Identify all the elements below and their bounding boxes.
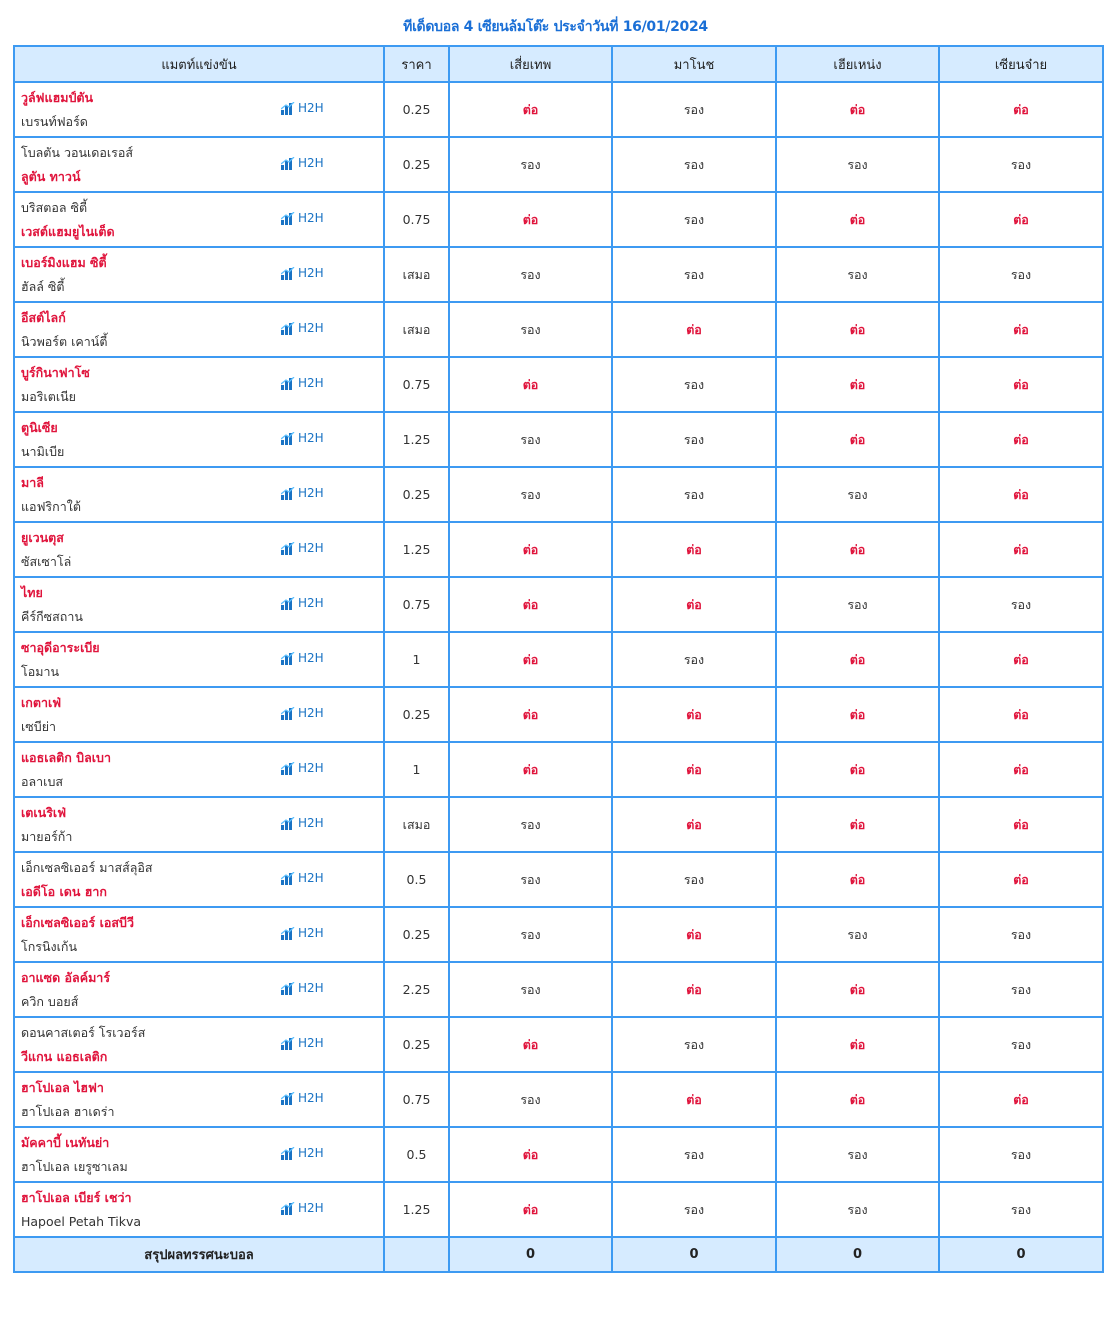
h2h-link[interactable] bbox=[281, 266, 324, 280]
h2h-label: H2H bbox=[298, 266, 324, 280]
tip-cell-2: ต่อ bbox=[612, 687, 776, 742]
tip-cell-2: รอง bbox=[612, 82, 776, 137]
h2h-link[interactable] bbox=[281, 706, 324, 720]
h2h-label: H2H bbox=[298, 761, 324, 775]
bar-chart-icon bbox=[281, 927, 295, 940]
h2h-label: H2H bbox=[298, 101, 324, 115]
match-cell bbox=[14, 577, 384, 632]
h2h-link[interactable] bbox=[281, 651, 324, 665]
tip-cell-1: ต่อ bbox=[449, 632, 612, 687]
away-team: วีแกน แอธเลติก bbox=[21, 1048, 108, 1064]
tip-cell-4: ต่อ bbox=[939, 302, 1103, 357]
tip-cell-3: ต่อ bbox=[776, 412, 939, 467]
tip-cell-1: รอง bbox=[449, 797, 612, 852]
h2h-label: H2H bbox=[298, 871, 324, 885]
tip-cell-2: ต่อ bbox=[612, 907, 776, 962]
match-row bbox=[14, 577, 1103, 632]
tip-cell-1: รอง bbox=[449, 1072, 612, 1127]
home-team: อีสต์ไลก์ bbox=[21, 309, 66, 325]
odds-cell: 0.75 bbox=[384, 577, 449, 632]
match-cell bbox=[14, 632, 384, 687]
h2h-link[interactable] bbox=[281, 1201, 324, 1215]
h2h-label: H2H bbox=[298, 816, 324, 830]
tip-cell-4: รอง bbox=[939, 1127, 1103, 1182]
h2h-label: H2H bbox=[298, 156, 324, 170]
odds-cell: 0.25 bbox=[384, 687, 449, 742]
tip-cell-4: ต่อ bbox=[939, 82, 1103, 137]
odds-cell: 0.75 bbox=[384, 1072, 449, 1127]
match-row bbox=[14, 1127, 1103, 1182]
h2h-link[interactable] bbox=[281, 541, 324, 555]
odds-cell: 0.25 bbox=[384, 1017, 449, 1072]
match-row bbox=[14, 247, 1103, 302]
tip-cell-1: รอง bbox=[449, 467, 612, 522]
tip-cell-4: ต่อ bbox=[939, 192, 1103, 247]
away-team: คีร์กีซสถาน bbox=[21, 608, 83, 624]
away-team: ฮาโปเอล ฮาเดร่า bbox=[21, 1103, 115, 1119]
page-title: ทีเด็ดบอล 4 เซียนล้มโต๊ะ ประจำวันที่ 16/01/2024 bbox=[403, 19, 708, 35]
summary-label: สรุปผลทรรศนะบอล bbox=[14, 1237, 384, 1272]
header-odds: ราคา bbox=[384, 46, 449, 82]
match-cell bbox=[14, 302, 384, 357]
h2h-link[interactable] bbox=[281, 1146, 324, 1160]
tip-cell-2: รอง bbox=[612, 852, 776, 907]
match-cell bbox=[14, 687, 384, 742]
tip-cell-3: รอง bbox=[776, 1182, 939, 1237]
home-team: ฮาโปเอล ไฮฟา bbox=[21, 1079, 104, 1095]
home-team: มาลี bbox=[21, 474, 44, 490]
home-team: โบลตัน วอนเดอเรอส์ bbox=[21, 144, 134, 160]
summary-score-2: 0 bbox=[612, 1237, 776, 1272]
match-cell bbox=[14, 797, 384, 852]
match-cell bbox=[14, 962, 384, 1017]
tip-cell-1: รอง bbox=[449, 412, 612, 467]
tip-cell-2: ต่อ bbox=[612, 1072, 776, 1127]
away-team: Hapoel Petah Tikva bbox=[21, 1213, 142, 1229]
tip-cell-2: ต่อ bbox=[612, 742, 776, 797]
tip-cell-1: ต่อ bbox=[449, 742, 612, 797]
tip-cell-2: รอง bbox=[612, 1182, 776, 1237]
header-tipster-1: เสี่ยเทพ bbox=[449, 46, 612, 82]
h2h-label: H2H bbox=[298, 596, 324, 610]
h2h-label: H2H bbox=[298, 431, 324, 445]
match-cell bbox=[14, 1182, 384, 1237]
tip-cell-3: ต่อ bbox=[776, 797, 939, 852]
away-team: เอดีโอ เดน ฮาก bbox=[21, 883, 107, 899]
match-cell bbox=[14, 522, 384, 577]
summary-row bbox=[14, 1237, 1103, 1272]
h2h-label: H2H bbox=[298, 981, 324, 995]
home-team: ซาอุดีอาระเบีย bbox=[21, 639, 100, 655]
home-team: แอธเลติก บิลเบา bbox=[21, 749, 111, 765]
home-team: เตเนริเฟ่ bbox=[21, 804, 67, 820]
away-team: ฮาโปเอล เยรูซาเลม bbox=[21, 1158, 128, 1174]
bar-chart-icon bbox=[281, 982, 295, 995]
tip-cell-3: ต่อ bbox=[776, 192, 939, 247]
h2h-link[interactable] bbox=[281, 1091, 324, 1105]
odds-cell: เสมอ bbox=[384, 302, 449, 357]
tip-cell-2: รอง bbox=[612, 467, 776, 522]
odds-cell: 1.25 bbox=[384, 1182, 449, 1237]
home-team: เอ็กเซลซิเออร์ เอสบีวี bbox=[21, 914, 134, 930]
h2h-label: H2H bbox=[298, 486, 324, 500]
tip-cell-3: ต่อ bbox=[776, 302, 939, 357]
h2h-link[interactable] bbox=[281, 211, 324, 225]
tip-cell-1: รอง bbox=[449, 962, 612, 1017]
h2h-link[interactable] bbox=[281, 871, 324, 885]
h2h-link[interactable] bbox=[281, 981, 324, 995]
bar-chart-icon bbox=[281, 1037, 295, 1050]
tip-cell-4: ต่อ bbox=[939, 852, 1103, 907]
tip-cell-4: ต่อ bbox=[939, 412, 1103, 467]
bar-chart-icon bbox=[281, 542, 295, 555]
tip-cell-1: รอง bbox=[449, 852, 612, 907]
match-row bbox=[14, 1017, 1103, 1072]
match-row bbox=[14, 412, 1103, 467]
bar-chart-icon bbox=[281, 157, 295, 170]
away-team: มอริเตเนีย bbox=[21, 388, 76, 404]
odds-cell: 0.5 bbox=[384, 1127, 449, 1182]
bar-chart-icon bbox=[281, 652, 295, 665]
tip-cell-2: รอง bbox=[612, 192, 776, 247]
tip-cell-4: รอง bbox=[939, 137, 1103, 192]
tip-cell-1: ต่อ bbox=[449, 687, 612, 742]
home-team: ไทย bbox=[21, 584, 43, 600]
tip-cell-1: ต่อ bbox=[449, 192, 612, 247]
match-row bbox=[14, 522, 1103, 577]
bar-chart-icon bbox=[281, 267, 295, 280]
h2h-label: H2H bbox=[298, 1091, 324, 1105]
odds-cell: 1 bbox=[384, 742, 449, 797]
tips-table bbox=[13, 45, 1104, 1273]
tip-cell-4: ต่อ bbox=[939, 357, 1103, 412]
h2h-label: H2H bbox=[298, 1036, 324, 1050]
h2h-label: H2H bbox=[298, 1201, 324, 1215]
h2h-label: H2H bbox=[298, 1146, 324, 1160]
match-cell bbox=[14, 1017, 384, 1072]
header-row bbox=[14, 46, 1103, 82]
away-team: โอมาน bbox=[21, 663, 60, 679]
h2h-label: H2H bbox=[298, 376, 324, 390]
h2h-link[interactable] bbox=[281, 376, 324, 390]
tip-cell-3: รอง bbox=[776, 577, 939, 632]
match-row bbox=[14, 797, 1103, 852]
tip-cell-1: ต่อ bbox=[449, 577, 612, 632]
tip-cell-4: ต่อ bbox=[939, 742, 1103, 797]
tip-cell-3: ต่อ bbox=[776, 1072, 939, 1127]
match-row bbox=[14, 357, 1103, 412]
odds-cell: 0.25 bbox=[384, 907, 449, 962]
tip-cell-2: รอง bbox=[612, 357, 776, 412]
match-cell bbox=[14, 192, 384, 247]
summary-score-3: 0 bbox=[776, 1237, 939, 1272]
tip-cell-1: รอง bbox=[449, 137, 612, 192]
tip-cell-3: ต่อ bbox=[776, 742, 939, 797]
match-row bbox=[14, 467, 1103, 522]
h2h-link[interactable] bbox=[281, 321, 324, 335]
odds-cell: เสมอ bbox=[384, 247, 449, 302]
bar-chart-icon bbox=[281, 597, 295, 610]
home-team: ฮาโปเอล เบียร์ เชว่า bbox=[21, 1189, 132, 1205]
header-tipster-4: เซียนจ๋าย bbox=[939, 46, 1103, 82]
match-cell bbox=[14, 907, 384, 962]
tip-cell-3: ต่อ bbox=[776, 687, 939, 742]
tip-cell-4: ต่อ bbox=[939, 522, 1103, 577]
tip-cell-2: ต่อ bbox=[612, 962, 776, 1017]
tip-cell-1: ต่อ bbox=[449, 1127, 612, 1182]
home-team: อาแซด อัลค์มาร์ bbox=[21, 969, 111, 985]
bar-chart-icon bbox=[281, 1092, 295, 1105]
away-team: เบรนท์ฟอร์ด bbox=[21, 113, 88, 129]
match-cell bbox=[14, 1072, 384, 1127]
bar-chart-icon bbox=[281, 762, 295, 775]
odds-cell: 0.25 bbox=[384, 467, 449, 522]
tip-cell-2: รอง bbox=[612, 137, 776, 192]
tip-cell-3: ต่อ bbox=[776, 357, 939, 412]
match-row bbox=[14, 302, 1103, 357]
tip-cell-3: ต่อ bbox=[776, 962, 939, 1017]
match-cell bbox=[14, 137, 384, 192]
tip-cell-1: ต่อ bbox=[449, 82, 612, 137]
match-row bbox=[14, 137, 1103, 192]
tip-cell-4: ต่อ bbox=[939, 467, 1103, 522]
tip-cell-4: ต่อ bbox=[939, 687, 1103, 742]
tip-cell-2: ต่อ bbox=[612, 522, 776, 577]
home-team: วูล์ฟแฮมป์ตัน bbox=[21, 89, 94, 105]
match-row bbox=[14, 687, 1103, 742]
away-team: โกรนิงเก้น bbox=[21, 938, 78, 954]
match-cell bbox=[14, 852, 384, 907]
home-team: เอ็กเซลซิเออร์ มาสส์ลุอิส bbox=[21, 859, 153, 875]
match-row bbox=[14, 1072, 1103, 1127]
home-team: ดอนคาสเตอร์ โรเวอร์ส bbox=[21, 1024, 146, 1040]
tip-cell-3: ต่อ bbox=[776, 1017, 939, 1072]
away-team: อลาเบส bbox=[21, 773, 64, 789]
match-row bbox=[14, 742, 1103, 797]
h2h-label: H2H bbox=[298, 541, 324, 555]
h2h-link[interactable] bbox=[281, 431, 324, 445]
match-row bbox=[14, 907, 1103, 962]
summary-score-4: 0 bbox=[939, 1237, 1103, 1272]
away-team: ควิก บอยส์ bbox=[21, 993, 79, 1009]
h2h-label: H2H bbox=[298, 926, 324, 940]
tip-cell-3: ต่อ bbox=[776, 632, 939, 687]
h2h-link[interactable] bbox=[281, 101, 324, 115]
h2h-link[interactable] bbox=[281, 596, 324, 610]
odds-cell: 0.25 bbox=[384, 137, 449, 192]
tip-cell-3: รอง bbox=[776, 467, 939, 522]
bar-chart-icon bbox=[281, 377, 295, 390]
tip-cell-3: รอง bbox=[776, 907, 939, 962]
tip-cell-4: รอง bbox=[939, 1182, 1103, 1237]
odds-cell: 1.25 bbox=[384, 522, 449, 577]
header-match: แมตท์แข่งขัน bbox=[14, 46, 384, 82]
away-team: ซัสเซาโล่ bbox=[21, 553, 72, 569]
odds-cell: 0.5 bbox=[384, 852, 449, 907]
header-tipster-2: มาโนช bbox=[612, 46, 776, 82]
tip-cell-1: ต่อ bbox=[449, 357, 612, 412]
summary-score-1: 0 bbox=[449, 1237, 612, 1272]
tip-cell-4: รอง bbox=[939, 1017, 1103, 1072]
away-team: ลูตัน ทาวน์ bbox=[21, 168, 81, 184]
odds-cell: 2.25 bbox=[384, 962, 449, 1017]
bar-chart-icon bbox=[281, 212, 295, 225]
match-cell bbox=[14, 742, 384, 797]
h2h-label: H2H bbox=[298, 211, 324, 225]
away-team: นามิเบีย bbox=[21, 443, 65, 459]
tip-cell-2: รอง bbox=[612, 1127, 776, 1182]
tip-cell-2: รอง bbox=[612, 632, 776, 687]
bar-chart-icon bbox=[281, 322, 295, 335]
tip-cell-1: ต่อ bbox=[449, 522, 612, 577]
odds-cell: 0.75 bbox=[384, 192, 449, 247]
summary-odds bbox=[384, 1237, 449, 1272]
odds-cell: เสมอ bbox=[384, 797, 449, 852]
bar-chart-icon bbox=[281, 817, 295, 830]
away-team: นิวพอร์ต เคาน์ตี้ bbox=[21, 333, 108, 349]
tip-cell-2: รอง bbox=[612, 247, 776, 302]
tip-cell-3: ต่อ bbox=[776, 522, 939, 577]
tip-cell-1: ต่อ bbox=[449, 1017, 612, 1072]
h2h-link[interactable] bbox=[281, 1036, 324, 1050]
match-cell bbox=[14, 247, 384, 302]
match-row bbox=[14, 962, 1103, 1017]
h2h-link[interactable] bbox=[281, 156, 324, 170]
tip-cell-2: รอง bbox=[612, 412, 776, 467]
tip-cell-3: รอง bbox=[776, 247, 939, 302]
tip-cell-4: ต่อ bbox=[939, 1072, 1103, 1127]
away-team: มายอร์ก้า bbox=[21, 828, 73, 844]
match-row bbox=[14, 192, 1103, 247]
tip-cell-4: รอง bbox=[939, 577, 1103, 632]
odds-cell: 0.25 bbox=[384, 82, 449, 137]
away-team: ฮัลล์ ซิตี้ bbox=[21, 278, 65, 294]
tip-cell-4: ต่อ bbox=[939, 797, 1103, 852]
match-cell bbox=[14, 82, 384, 137]
odds-cell: 1.25 bbox=[384, 412, 449, 467]
h2h-link[interactable] bbox=[281, 486, 324, 500]
tip-cell-1: รอง bbox=[449, 907, 612, 962]
tip-cell-1: ต่อ bbox=[449, 1182, 612, 1237]
away-team: แอฟริกาใต้ bbox=[21, 498, 81, 514]
bar-chart-icon bbox=[281, 1147, 295, 1160]
tip-cell-2: รอง bbox=[612, 1017, 776, 1072]
tip-cell-3: รอง bbox=[776, 1127, 939, 1182]
tip-cell-3: ต่อ bbox=[776, 82, 939, 137]
home-team: มัคคาบี้ เนทันย่า bbox=[21, 1134, 110, 1150]
tip-cell-3: รอง bbox=[776, 137, 939, 192]
bar-chart-icon bbox=[281, 1202, 295, 1215]
h2h-link[interactable] bbox=[281, 761, 324, 775]
away-team: เวสต์แฮมยูไนเต็ด bbox=[21, 223, 115, 239]
match-cell bbox=[14, 1127, 384, 1182]
tip-cell-2: ต่อ bbox=[612, 577, 776, 632]
match-row bbox=[14, 82, 1103, 137]
bar-chart-icon bbox=[281, 707, 295, 720]
h2h-link[interactable] bbox=[281, 926, 324, 940]
tip-cell-1: รอง bbox=[449, 247, 612, 302]
odds-cell: 0.75 bbox=[384, 357, 449, 412]
match-row bbox=[14, 1182, 1103, 1237]
h2h-label: H2H bbox=[298, 706, 324, 720]
match-row bbox=[14, 852, 1103, 907]
h2h-label: H2H bbox=[298, 651, 324, 665]
tip-cell-4: รอง bbox=[939, 247, 1103, 302]
odds-cell: 1 bbox=[384, 632, 449, 687]
tip-cell-4: รอง bbox=[939, 962, 1103, 1017]
home-team: บูร์กินาฟาโซ bbox=[21, 364, 90, 380]
match-cell bbox=[14, 412, 384, 467]
home-team: เบอร์มิงแฮม ซิตี้ bbox=[21, 254, 107, 270]
away-team: เซบีย่า bbox=[21, 718, 57, 734]
match-cell bbox=[14, 467, 384, 522]
tip-cell-2: ต่อ bbox=[612, 797, 776, 852]
match-row bbox=[14, 632, 1103, 687]
bar-chart-icon bbox=[281, 102, 295, 115]
tip-cell-4: รอง bbox=[939, 907, 1103, 962]
bar-chart-icon bbox=[281, 872, 295, 885]
home-team: เกตาเฟ่ bbox=[21, 694, 62, 710]
tip-cell-1: รอง bbox=[449, 302, 612, 357]
h2h-link[interactable] bbox=[281, 816, 324, 830]
tip-cell-3: ต่อ bbox=[776, 852, 939, 907]
tip-cell-2: ต่อ bbox=[612, 302, 776, 357]
h2h-label: H2H bbox=[298, 321, 324, 335]
home-team: ยูเวนตุส bbox=[21, 529, 64, 545]
bar-chart-icon bbox=[281, 432, 295, 445]
home-team: บริสตอล ซิตี้ bbox=[21, 199, 88, 215]
bar-chart-icon bbox=[281, 487, 295, 500]
match-cell bbox=[14, 357, 384, 412]
tip-cell-4: ต่อ bbox=[939, 632, 1103, 687]
home-team: ตูนิเซีย bbox=[21, 419, 58, 435]
header-tipster-3: เฮียเหน่ง bbox=[776, 46, 939, 82]
